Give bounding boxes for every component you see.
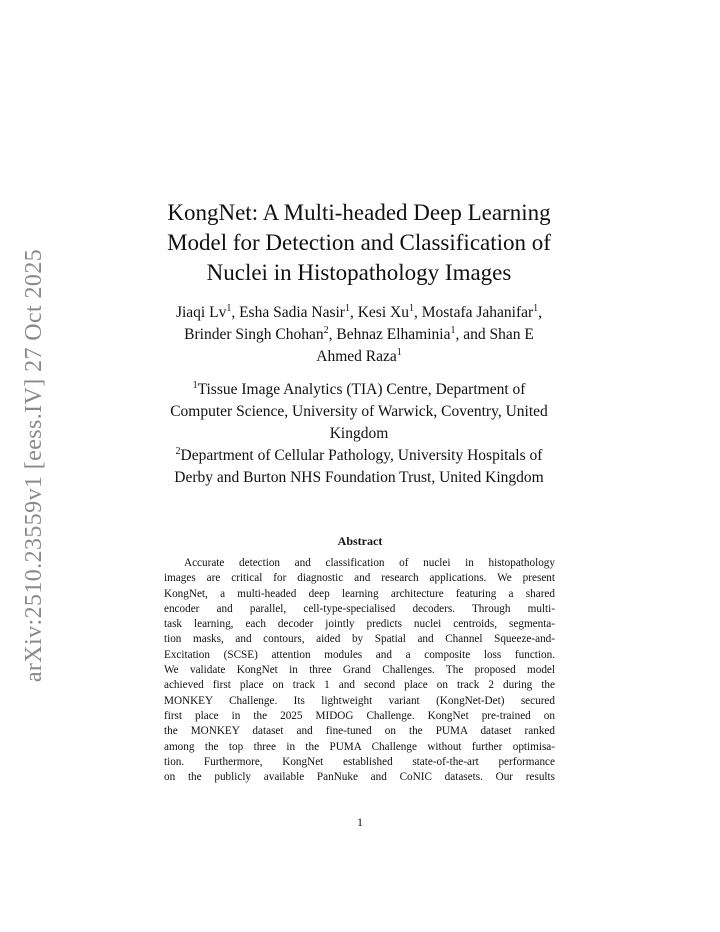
affiliation-line bbox=[125, 445, 593, 467]
author-separator: , bbox=[231, 304, 240, 321]
affiliation-mark: 1 bbox=[192, 380, 198, 391]
author-list bbox=[125, 302, 593, 368]
author-separator: , bbox=[538, 304, 543, 321]
affiliation-text: Tissue Image Analytics (TIA) Centre, Department of bbox=[197, 381, 526, 398]
affiliation-line bbox=[125, 379, 593, 401]
abstract-line: We validate KongNet in three Grand Challenges. The proposed model bbox=[164, 664, 555, 677]
arxiv-identifier-stamp bbox=[12, 248, 58, 682]
abstract-line: KongNet, a multi-headed deep learning architecture featuring a shared bbox=[164, 587, 555, 600]
abstract-body bbox=[164, 556, 555, 785]
author-line bbox=[125, 324, 593, 346]
affiliation-list bbox=[125, 379, 593, 489]
abstract-line: tion masks, and contours, aided by Spatial and Channel Squeeze-and- bbox=[164, 633, 555, 646]
title-line: Model for Detection and Classification of bbox=[167, 230, 551, 255]
author-line bbox=[125, 302, 593, 324]
abstract-heading: Abstract bbox=[337, 534, 383, 548]
affiliation-mark: 1 bbox=[408, 303, 414, 314]
abstract-line: tion. Furthermore, KongNet established state-of-the-art performance bbox=[164, 755, 555, 768]
author-separator: , bbox=[413, 304, 422, 321]
abstract-line: MONKEY Challenge. Its lightweight variant (KongNet-Det) secured bbox=[164, 694, 555, 707]
affiliation-mark: 1 bbox=[450, 325, 456, 336]
author-name: Kesi Xu bbox=[357, 304, 409, 321]
author-separator: , and bbox=[455, 326, 490, 343]
abstract-line: first place in the 2025 MIDOG Challenge. KongNet pre-trained on bbox=[164, 709, 555, 722]
page-number: 1 bbox=[357, 815, 363, 829]
abstract-line: task learning, each decoder jointly predicts nuclei centroids, segmenta- bbox=[164, 618, 555, 631]
affiliation-mark: 1 bbox=[533, 303, 539, 314]
author-name: Mostafa Jahanifar bbox=[421, 304, 534, 321]
abstract-line: images are critical for diagnostic and research applications. We present bbox=[164, 572, 555, 585]
author-name: Brinder Singh Chohan bbox=[184, 326, 324, 343]
affiliation-mark: 1 bbox=[226, 303, 232, 314]
author-separator: , bbox=[328, 326, 337, 343]
abstract-line: Accurate detection and classification of nuclei in histopathology bbox=[184, 557, 555, 569]
arxiv-identifier-text: arXiv:2510.23559v1 [eess.IV] 27 Oct 2025 bbox=[21, 248, 48, 682]
abstract-line: Excitation (SCSE) attention modules and a composite loss function. bbox=[164, 648, 555, 661]
title-line: KongNet: A Multi-headed Deep Learning bbox=[167, 200, 551, 225]
paper-title bbox=[120, 198, 598, 288]
author-separator: , bbox=[349, 304, 358, 321]
affiliation-mark: 1 bbox=[344, 303, 350, 314]
affiliation-line: Derby and Burton NHS Foundation Trust, United Kingdom bbox=[174, 469, 544, 486]
author-name: Jiaqi Lv bbox=[175, 304, 227, 321]
author-name-part: Ahmed Raza bbox=[316, 348, 397, 365]
author-name-part: Shan E bbox=[489, 326, 534, 343]
title-line: Nuclei in Histopathology Images bbox=[206, 260, 512, 285]
author-line bbox=[125, 346, 593, 368]
affiliation-mark: 1 bbox=[396, 347, 402, 358]
affiliation-text: Department of Cellular Pathology, University Hospitals of bbox=[180, 447, 543, 464]
affiliation-line: Computer Science, University of Warwick, Coventry, United bbox=[170, 403, 548, 420]
abstract-line: achieved first place on track 1 and second place on track 2 during the bbox=[164, 679, 555, 692]
author-name: Behnaz Elhaminia bbox=[336, 326, 451, 343]
affiliation-line: Kingdom bbox=[329, 425, 389, 442]
affiliation-mark: 2 bbox=[175, 446, 181, 457]
abstract-line: the MONKEY dataset and fine-tuned on the PUMA dataset ranked bbox=[164, 725, 555, 738]
abstract-line: among the top three in the PUMA Challenge without further optimisa- bbox=[164, 740, 555, 753]
author-name: Esha Sadia Nasir bbox=[239, 304, 345, 321]
affiliation-mark: 2 bbox=[323, 325, 329, 336]
abstract-line: encoder and parallel, cell-type-specialised decoders. Through multi- bbox=[164, 602, 555, 615]
abstract-line: on the publicly available PanNuke and CoNIC datasets. Our results bbox=[164, 771, 555, 784]
